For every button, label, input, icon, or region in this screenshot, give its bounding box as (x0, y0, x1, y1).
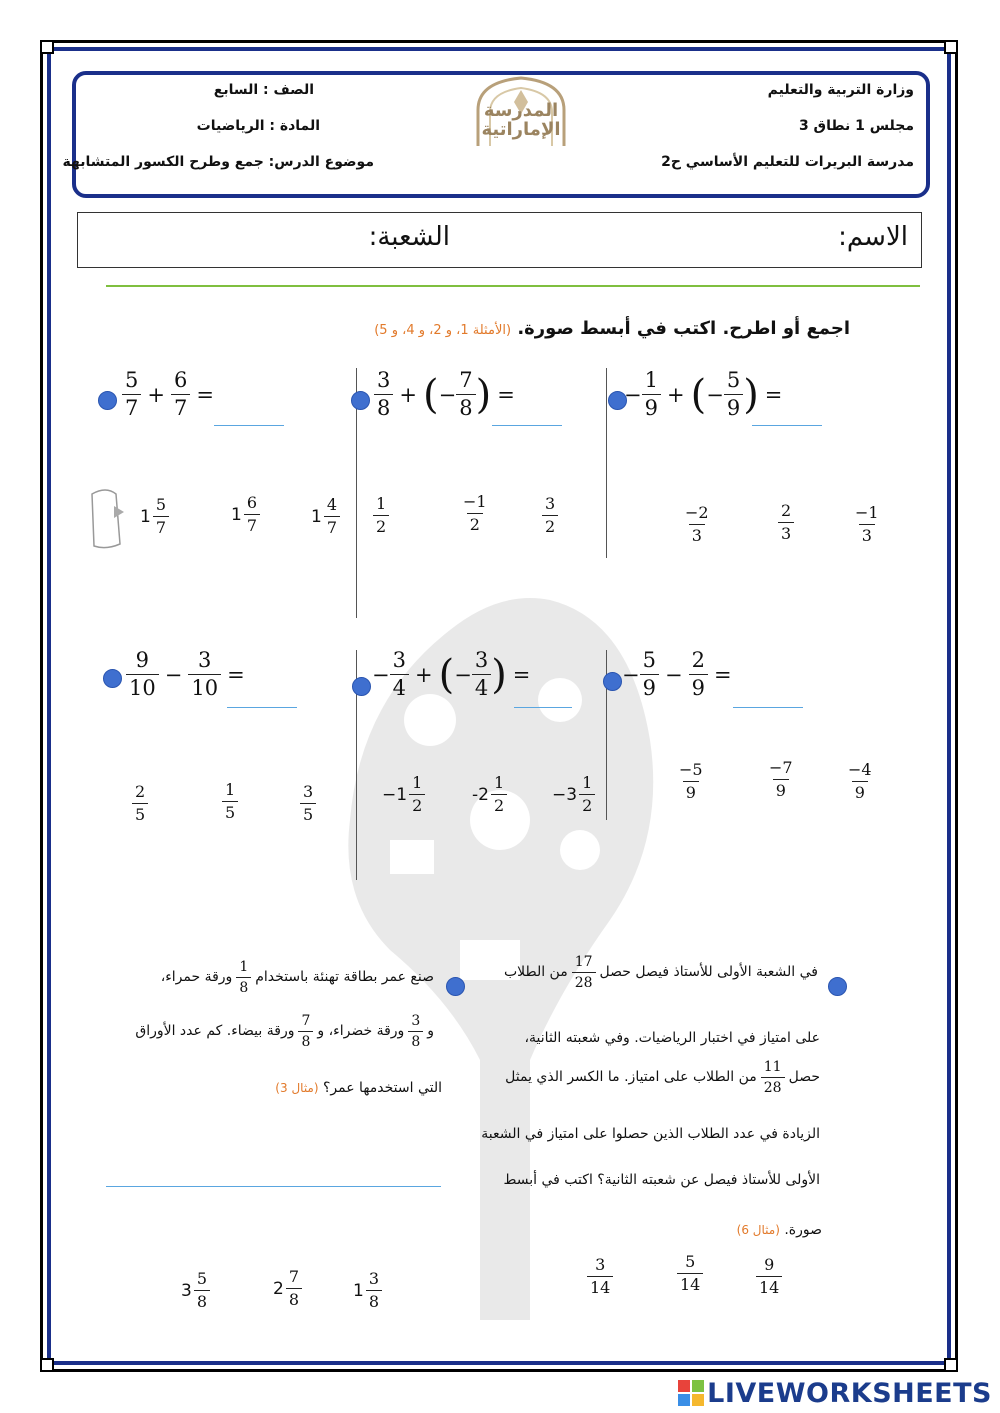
word-problem-right-line1: في الشعبة الأولى للأستاذ فيصل حصل $\frac{17}{28}$ من الطلاب (503, 954, 818, 991)
question-bullet (352, 677, 371, 696)
choice-option[interactable]: $\frac{-4}{9}$ (848, 760, 872, 802)
choice-option[interactable]: $\frac{-2}{3}$ (685, 503, 709, 545)
word-problem-left-line3: التي استخدمها عمر؟ (مثال 3) (275, 1080, 442, 1096)
liveworksheets-logo (678, 1378, 992, 1408)
choice-option[interactable]: −1 $\frac{1}{2}$ (382, 775, 425, 814)
problem-3-answer-line[interactable] (752, 425, 822, 426)
choice-option[interactable]: 3 $\frac{5}{8}$ (181, 1271, 210, 1310)
word-problem-left-answer-line[interactable] (106, 1186, 441, 1187)
choice-option[interactable]: $\frac{-1}{3}$ (855, 503, 879, 545)
frame-corner (40, 40, 54, 54)
subject-label: المادة : الرياضيات (196, 118, 320, 134)
column-divider (606, 368, 607, 558)
question-bullet (103, 669, 122, 688)
scroll-hint-icon[interactable] (86, 484, 126, 554)
liveworksheets-text: LIVEWORKSHEETS (707, 1377, 992, 1409)
student-info-box (77, 212, 922, 268)
question-bullet (98, 391, 117, 410)
choice-option[interactable]: 1 $\frac{4}{7}$ (311, 497, 340, 536)
section-label: الشعبة: (368, 222, 450, 252)
tree-watermark (330, 520, 670, 1320)
word-problem-right-line3: حصل $\frac{11}{28}$ من الطلاب على امتياز. ما الكسر الذي يمثل (505, 1059, 820, 1096)
problem-1-answer-line[interactable] (214, 425, 284, 426)
school-name: مدرسة البريرات للتعليم الأساسي ح2 (661, 154, 914, 170)
choice-option[interactable]: $\frac{1}{5}$ (222, 782, 238, 821)
lesson-topic: موضوع الدرس: جمع وطرح الكسور المتشابهة (62, 154, 374, 170)
choice-option[interactable]: $\frac{2}{5}$ (132, 784, 148, 823)
choice-option[interactable]: $\frac{3}{14}$ (587, 1257, 613, 1296)
choice-option[interactable]: $\frac{1}{2}$ (373, 496, 389, 535)
question-bullet (446, 977, 465, 996)
instructions-examples: (الأمثلة 1، و 2، و 4، و 5) (374, 323, 512, 338)
question-bullet (603, 672, 622, 691)
choice-option[interactable]: 1 $\frac{6}{7}$ (231, 495, 260, 534)
frame-corner (944, 1358, 958, 1372)
name-label: الاسم: (838, 222, 908, 252)
council-name: مجلس 1 نطاق 3 (798, 118, 914, 134)
problem-4-answer-line[interactable] (227, 707, 297, 708)
choice-option[interactable]: $\frac{2}{3}$ (778, 503, 794, 542)
ministry-name: وزارة التربية والتعليم (767, 82, 914, 98)
problem-4-expression: $\frac{9}{10}$ − $\frac{3}{10}$ = (126, 650, 251, 699)
choice-option[interactable]: 1 $\frac{5}{7}$ (140, 497, 169, 536)
word-problem-right-line5: الأولى للأستاذ فيصل عن شعبته الثانية؟ اكتب في أبسط (503, 1172, 820, 1188)
question-bullet (351, 391, 370, 410)
choice-option[interactable]: $\frac{9}{14}$ (756, 1257, 782, 1296)
logo-text-line2: الإماراتية (481, 118, 561, 140)
choice-option[interactable]: $\frac{3}{5}$ (300, 784, 316, 823)
choice-option[interactable]: $\frac{-5}{9}$ (679, 760, 703, 802)
word-problem-left-line2: و $\frac{3}{8}$ ورقة خضراء، و $\frac{7}{8}$ ورقة بيضاء. كم عدد الأوراق (135, 1013, 434, 1050)
problem-5-expression: − $\frac{3}{4}$ + ( − $\frac{3}{4}$ ) = (372, 648, 531, 700)
word-problem-right-line2: على امتياز في اختبار الرياضيات. وفي شعبته الثانية، (524, 1030, 820, 1046)
problem-5-answer-line[interactable] (514, 707, 572, 708)
word-problem-right-line4: الزيادة في عدد الطلاب الذين حصلوا على امتياز في الشعبة (481, 1126, 820, 1142)
grade-label: الصف : السابع (213, 82, 314, 98)
problem-6-answer-line[interactable] (733, 707, 803, 708)
choice-option[interactable]: 2 $\frac{7}{8}$ (273, 1269, 302, 1308)
word-problem-right-line6: صورة. (مثال 6) (736, 1222, 822, 1238)
divider-line (106, 285, 920, 287)
choice-option[interactable]: −3 $\frac{1}{2}$ (552, 775, 595, 814)
question-bullet (828, 977, 847, 996)
choice-option[interactable]: -2 $\frac{1}{2}$ (472, 775, 507, 814)
problem-2-expression: $\frac{3}{8}$ + ( − $\frac{7}{8}$ ) = (374, 370, 521, 419)
choice-option[interactable]: $\frac{-1}{2}$ (463, 492, 487, 534)
choice-option[interactable]: $\frac{3}{2}$ (542, 496, 558, 535)
instructions (374, 318, 850, 339)
problem-3-expression: − $\frac{1}{9}$ + ( − $\frac{5}{9}$ ) = (624, 368, 783, 420)
frame-corner (40, 1358, 54, 1372)
choice-option[interactable]: $\frac{-7}{9}$ (769, 758, 793, 800)
instructions-text: اجمع أو اطرح. اكتب في أبسط صورة. (517, 318, 850, 339)
logo-text-line1: المدرسة (483, 100, 559, 121)
word-problem-left-line1: صنع عمر بطاقة تهنئة باستخدام $\frac{1}{8}$ ورقة حمراء، (160, 959, 434, 996)
problem-2-answer-line[interactable] (492, 425, 562, 426)
liveworksheets-icon (678, 1380, 704, 1406)
choice-option[interactable]: 1 $\frac{3}{8}$ (353, 1271, 382, 1310)
frame-corner (944, 40, 958, 54)
choice-option[interactable]: $\frac{5}{14}$ (677, 1254, 703, 1293)
problem-1-expression: $\frac{5}{7}$ + $\frac{6}{7}$ = (122, 370, 220, 419)
problem-6-expression: − $\frac{5}{9}$ − $\frac{2}{9}$ = (622, 648, 732, 700)
school-logo (466, 76, 576, 148)
